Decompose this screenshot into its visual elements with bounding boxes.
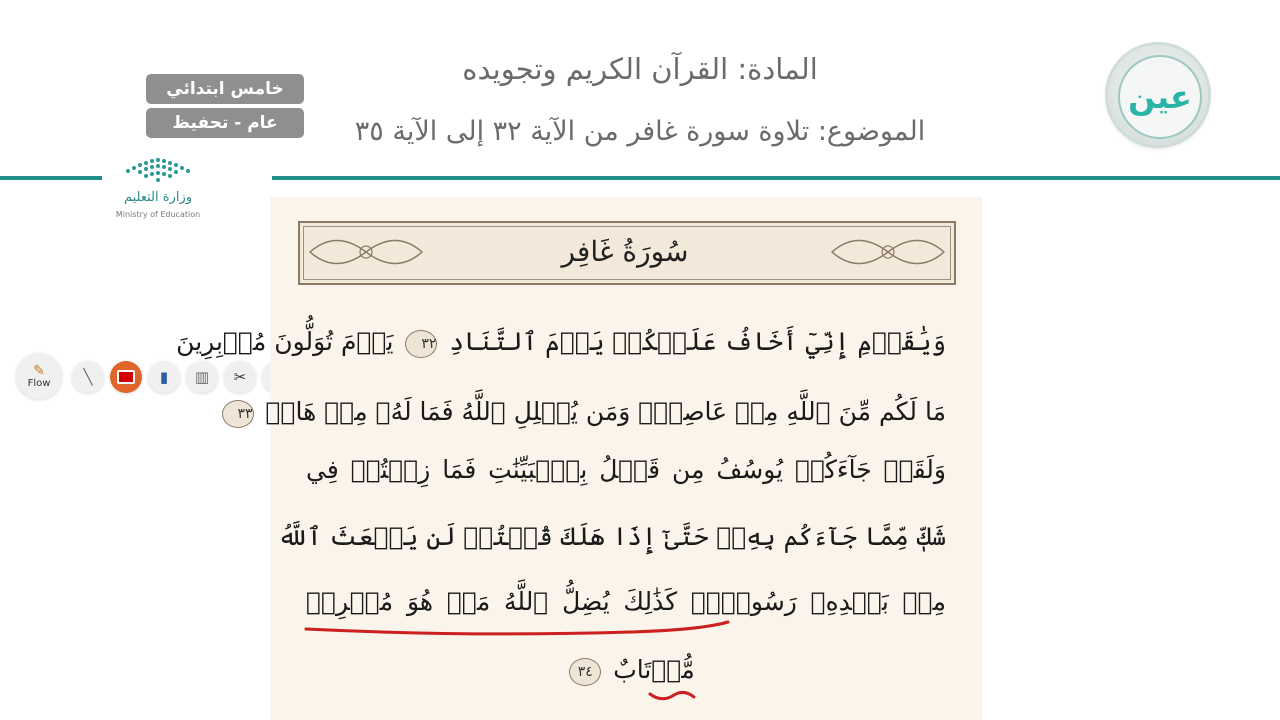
trash-button[interactable] xyxy=(186,361,218,393)
verse-text: يَوۡمَ تُوَلُّونَ مُدۡبِرِينَ xyxy=(176,327,394,356)
pointer-icon: ╲ xyxy=(83,368,93,386)
verse-line xyxy=(277,522,946,551)
channel-logo xyxy=(1108,45,1208,145)
flow-pen-button[interactable] xyxy=(16,353,62,399)
surah-title: سُورَةُ غَافِر xyxy=(561,235,689,268)
header-divider-right xyxy=(272,176,1280,180)
verse-line xyxy=(176,327,946,358)
shape-button[interactable] xyxy=(148,361,180,393)
verse-text: مُّرۡتَابٌ xyxy=(613,655,695,684)
ayah-number: ٣٢ xyxy=(405,330,437,358)
shape-icon: ▮ xyxy=(159,368,169,386)
trash-icon: ▥ xyxy=(194,368,210,386)
ornament-left-icon xyxy=(306,229,426,275)
scissors-button[interactable] xyxy=(224,361,256,393)
record-icon xyxy=(117,370,135,384)
topic-label: الموضوع: xyxy=(817,116,926,147)
verse-text: وَيَٰقَوۡمِ إِنِّيٓ أَخَافُ عَلَيۡكُمۡ يَوۡمَ ٱلتَّنَادِ xyxy=(449,327,946,356)
track-badge: عام - تحفيظ xyxy=(146,108,304,138)
verse-line xyxy=(306,587,946,616)
verse-text: شَكّٖ مِّمَّا جَآءَكُم بِهِۦۖ حَتَّىٰٓ إِذَا هَلَكَ قُلۡتُمۡ لَن يَبۡعَثَ ٱللَّهُ xyxy=(277,522,946,551)
ornament-right-icon xyxy=(828,229,948,275)
channel-logo-text: عين xyxy=(1118,55,1202,139)
subject-value: القرآن الكريم وتجويده xyxy=(462,52,729,86)
ministry-name: وزارة التعليم xyxy=(123,190,193,205)
record-button[interactable] xyxy=(110,361,142,393)
subject-label: المادة: xyxy=(737,52,818,86)
topic-heading xyxy=(300,116,980,147)
verse-line xyxy=(237,397,946,428)
subject-heading xyxy=(320,52,960,86)
flow-label: Flow xyxy=(27,377,51,389)
grade-badge: خامس ابتدائي xyxy=(146,74,304,104)
verse-line xyxy=(520,655,740,686)
pen-icon: ✎ xyxy=(33,362,45,379)
scissors-icon: ✂ xyxy=(233,368,247,386)
ayah-number: ٣٣ xyxy=(222,400,254,428)
topic-value: تلاوة سورة غافر من الآية ٣٢ إلى الآية ٣٥ xyxy=(354,116,810,147)
surah-header-frame xyxy=(298,221,956,285)
verse-line xyxy=(306,455,946,484)
verse-text: مَا لَكُم مِّنَ ٱللَّهِ مِنۡ عَاصِمٖۗ وَمَن يُضۡلِلِ ٱللَّهُ فَمَا لَهُۥ مِنۡ هَادٖ xyxy=(265,397,946,426)
verse-text: وَلَقَدۡ جَآءَكُمۡ يُوسُفُ مِن قَبۡلُ بِٱلۡبَيِّنَٰتِ فَمَا زِلۡتُمۡ فِي xyxy=(306,455,946,484)
mushaf-page xyxy=(176,197,982,720)
header-divider-left xyxy=(0,176,102,180)
ministry-name-english: Ministry of Education xyxy=(115,210,201,219)
ayah-number: ٣٤ xyxy=(569,658,601,686)
pointer-button[interactable] xyxy=(72,361,104,393)
verse-text: مِنۢ بَعۡدِهِۦ رَسُولٗاۚ كَذَٰلِكَ يُضِلُّ ٱللَّهُ مَنۡ هُوَ مُسۡرِفٞ xyxy=(306,587,946,616)
